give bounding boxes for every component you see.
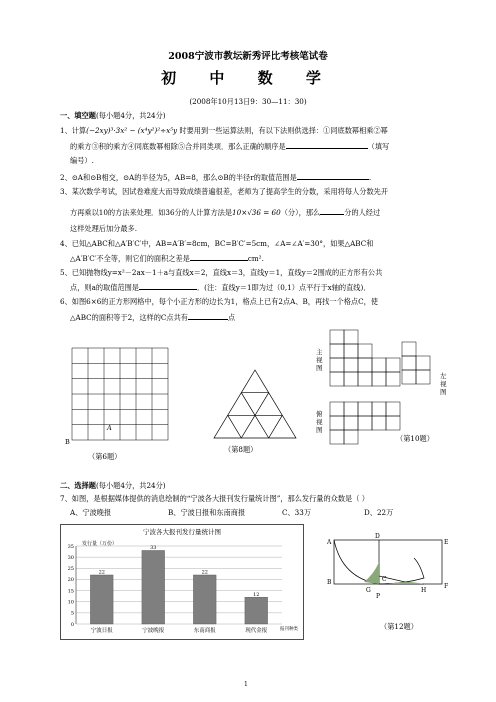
q4-line1: 4、已知△ABC和△A′B′C′中，AB=A′B′=8cm，BC=B′C′=5cm，∠A=∠A′=30°，如果△ABC和: [60, 239, 374, 248]
fig12-caption: （第12题）: [380, 622, 418, 631]
circulation-bar-chart: [60, 524, 304, 640]
q7-text: 7、如图，是根据媒体提供的消息绘制的“宁波各大报刊发行量统计图”，那么发行量的众数是（ ）: [60, 494, 369, 503]
q7-option-d[interactable]: D、22万: [364, 508, 394, 517]
fig10-caption: （第10题）: [396, 434, 434, 443]
y-tick-7: 35: [67, 543, 74, 550]
q6-text2: 点: [227, 313, 236, 322]
q3-text3: 分的人经过: [344, 208, 381, 217]
q1-line3: 编号）.: [70, 156, 94, 165]
q4-unit: cm².: [247, 254, 264, 263]
category-label-0: 宁波日报: [90, 628, 113, 634]
y-tick-6: 30: [67, 554, 74, 561]
category-label-1: 宁波晚报: [142, 628, 165, 634]
section2-note: (每小题4分，共24分): [95, 481, 166, 490]
q3-line2: [70, 207, 380, 217]
fig6-caption: （第6题）: [88, 452, 122, 461]
fig12-point-a: A: [327, 539, 332, 546]
fig12-shade-right: [388, 582, 424, 584]
section1-heading: [60, 111, 166, 120]
fig6-grid: [70, 346, 180, 446]
category-label-3: 现代金报: [245, 628, 268, 634]
fig12-point-h: H: [421, 587, 427, 594]
bar-value-0: 22: [98, 569, 105, 576]
q3-blank[interactable]: [320, 207, 344, 215]
q1-expression: (−2xy)³·3x² − (x⁴y²)²÷x⁵y: [86, 126, 178, 135]
q1-text: 时要用到一些运算法则，有以下法则供选择：①同底数幂相乘②幂: [177, 126, 388, 135]
y-tick-1: 5: [70, 610, 74, 617]
q3-text: 方再乘以10的方法来处理．如36分的人计算方法是: [70, 208, 233, 217]
q1-blank[interactable]: [286, 141, 368, 149]
q7-option-c[interactable]: C、33万: [282, 508, 312, 517]
q3-text2: （分），那么: [280, 208, 321, 217]
bar-0: [90, 575, 113, 624]
section2-heading-text: 二、选择题: [60, 481, 96, 490]
q5-blank[interactable]: [139, 282, 197, 290]
fig8-triangle: [212, 368, 298, 440]
q5-note: ．(注：直线y＝1即为过（0,1）点平行于x轴的直线)．: [196, 283, 371, 292]
fig12-shade-left: [364, 562, 379, 584]
q5-line2: [70, 282, 370, 292]
bar-1: [142, 550, 165, 624]
section2-heading: [60, 481, 166, 490]
q1-text3: （填写: [367, 142, 390, 151]
y-tick-2: 10: [67, 599, 74, 606]
q6-line1: 6、如图6×6的正方形网格中，每个小正方形的边长为1，格点上已有2点A、B，再找一个格点C，使: [60, 297, 378, 306]
chart-xlabel: 报刊种类: [280, 627, 298, 632]
y-tick-4: 20: [67, 577, 74, 584]
bar-value-3: 12: [253, 591, 260, 598]
q1-line2: [70, 141, 389, 151]
left-view-label: 左视图: [440, 372, 447, 396]
q6-line2: [70, 312, 235, 322]
fig6-point-b: B: [65, 438, 70, 446]
q4-line2: [70, 253, 264, 263]
exam-title: 2008宁波市教坛新秀评比考核笔试卷: [168, 51, 328, 62]
page-number: 1: [244, 681, 248, 688]
q6-blank[interactable]: [188, 312, 228, 320]
q7-option-b[interactable]: B、宁波日报和东南商报: [168, 508, 246, 517]
y-tick-5: 25: [67, 566, 74, 573]
q2-text: 2、⊙A和⊙B相交，⊙A的半径为5，AB=8，那么⊙B的半径r的取值范围是: [60, 173, 297, 182]
q7-option-a[interactable]: A、宁波晚报: [70, 508, 112, 517]
q3-line3: 这样处理后加分最多.: [70, 224, 137, 233]
q4-blank[interactable]: [190, 253, 248, 261]
fig12-point-g: G: [366, 587, 371, 594]
category-label-2: 东南商报: [193, 628, 216, 634]
fig8-caption: （第8题）: [224, 445, 258, 454]
q4-text: △A′B′C′不全等，则它们的面积之差是: [70, 254, 190, 263]
q5-line1: 5、已知抛物线y=x²－2ax－1＋a与直线x＝2，直线x＝3，直线y＝1，直线y＝2围成的正方形有公共: [60, 268, 383, 277]
q2-end: .: [368, 173, 372, 182]
y-tick-0: 0: [70, 621, 74, 628]
fig12-point-b: B: [327, 579, 332, 586]
fig12-point-f: F: [444, 583, 449, 590]
fig12-point-c: C: [382, 576, 387, 583]
q3-line1: 3、某次数学考试，因试卷难度大而导致成绩普遍很差，老师为了提高学生的分数，采用将每人分数先开: [60, 187, 389, 196]
q2-line: [60, 172, 371, 182]
exam-time: (2008年10月13日9：30—11：30): [189, 97, 307, 106]
q6-text: △ABC的面积等于2，这样的C点共有: [70, 313, 188, 322]
fig12-point-e: E: [444, 539, 449, 546]
fig12-point-d: D: [375, 533, 380, 540]
section1-note: (每小题4分，共24分): [95, 111, 166, 120]
fig12-point-p: P: [376, 593, 381, 600]
top-view-label: 俯视图: [316, 410, 323, 434]
bar-2: [193, 575, 216, 624]
q5-text: 点，则a的取值范围是: [70, 283, 139, 292]
fig6-point-a: A: [107, 424, 112, 432]
subject-title: 初 中 数 学: [161, 69, 335, 87]
q1-text2: 的乘方③积的乘方④同底数幂相除⑤合并同类项．那么正确的顺序是: [70, 142, 286, 151]
left-view-grid: [400, 338, 440, 388]
chart-ylabel: 发行量（万份）: [82, 541, 118, 547]
q1-line1: [60, 126, 388, 135]
bar-3: [245, 597, 268, 624]
fig12-diagram: [324, 534, 464, 622]
section1-heading-text: 一、填空题: [60, 111, 96, 120]
q2-blank[interactable]: [297, 172, 372, 182]
chart-title: 宁波各大报刊发行量统计图: [143, 528, 221, 536]
q1-label: 1、计算: [60, 126, 87, 135]
bar-value-1: 33: [150, 544, 157, 551]
y-tick-3: 15: [67, 588, 74, 595]
bar-value-2: 22: [201, 569, 208, 576]
front-view-label: 主视图: [316, 348, 323, 372]
q3-expression: 10×√36 = 60: [232, 208, 281, 217]
